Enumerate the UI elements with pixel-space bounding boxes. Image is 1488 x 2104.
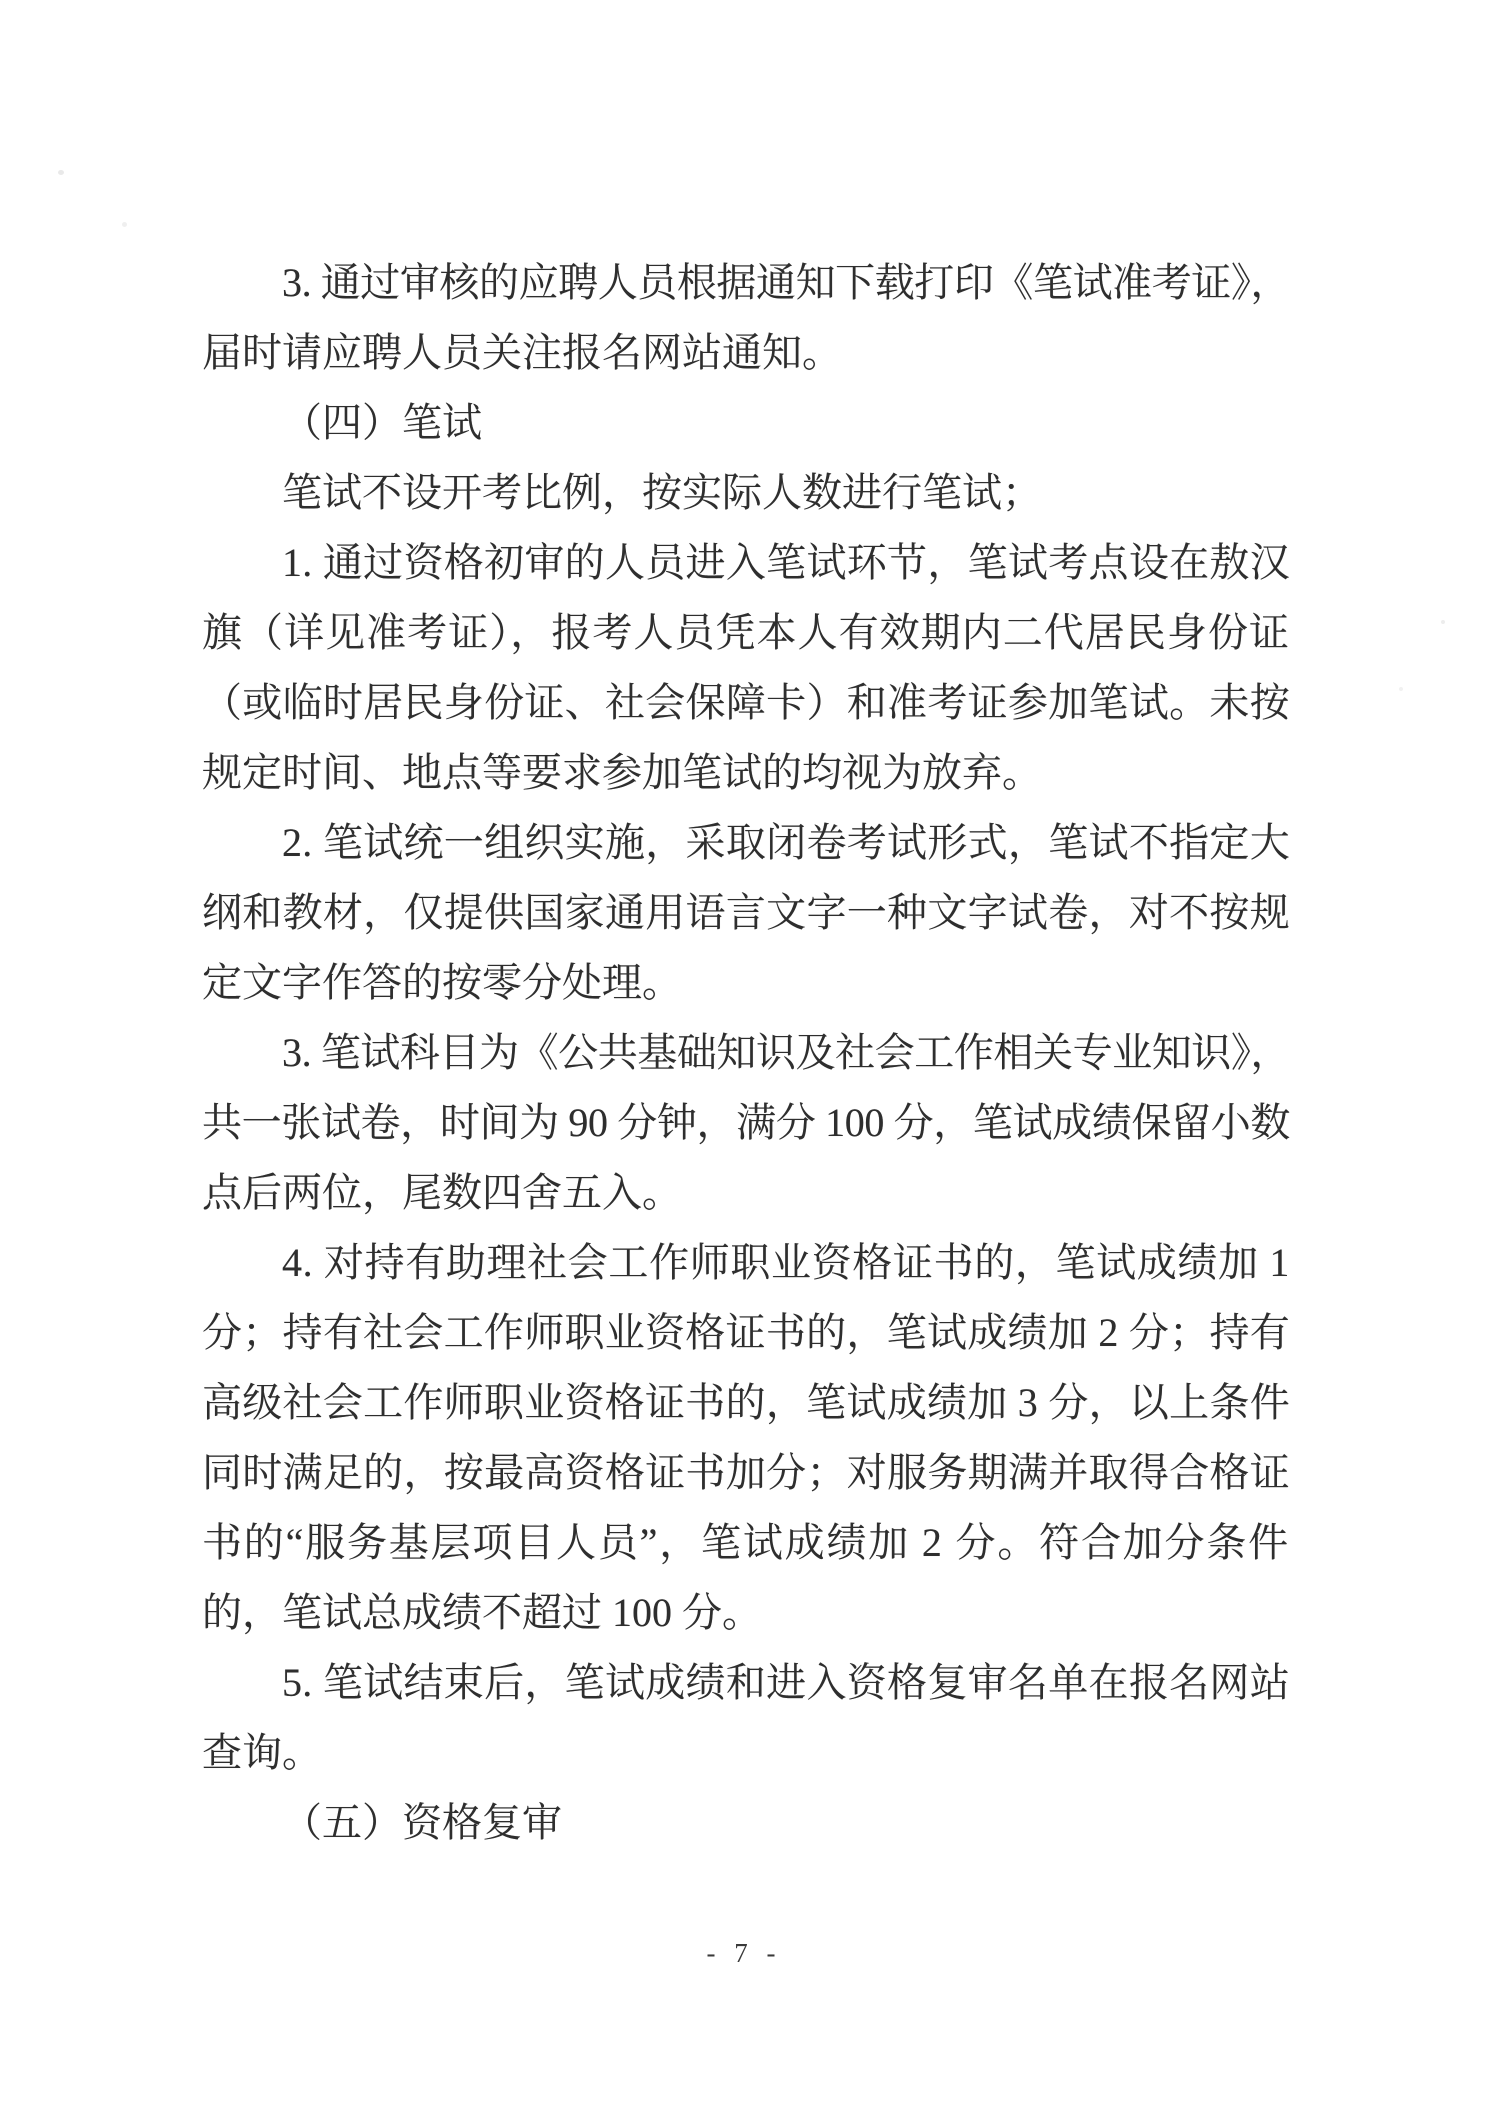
text-line bbox=[202, 1018, 1290, 1088]
scan-artifact bbox=[58, 170, 64, 175]
text-line bbox=[202, 1158, 1290, 1228]
scan-artifact bbox=[1399, 687, 1403, 691]
text-line bbox=[202, 948, 1290, 1018]
text-line-content: 5. 笔试结束后，笔试成绩和进入资格复审名单在报名网站 bbox=[282, 1660, 1290, 1705]
text-line bbox=[202, 878, 1290, 948]
text-line-content: （或临时居民身份证、社会保障卡）和准考证参加笔试。未按 bbox=[202, 680, 1290, 725]
scan-artifact bbox=[122, 222, 127, 227]
text-line bbox=[202, 1718, 1290, 1788]
text-line bbox=[202, 1088, 1290, 1158]
text-line bbox=[202, 1508, 1290, 1578]
text-line-content: 点后两位，尾数四舍五入。 bbox=[202, 1170, 682, 1215]
text-line-content: 2. 笔试统一组织实施，采取闭卷考试形式，笔试不指定大 bbox=[282, 820, 1290, 865]
text-line bbox=[202, 388, 1290, 458]
text-line-content: 分；持有社会工作师职业资格证书的，笔试成绩加 2 分；持有 bbox=[202, 1310, 1290, 1355]
text-line-content: 纲和教材，仅提供国家通用语言文字一种文字试卷，对不按规 bbox=[202, 890, 1290, 935]
scan-artifact bbox=[1441, 620, 1445, 624]
text-line bbox=[202, 528, 1290, 598]
text-line-content: 4. 对持有助理社会工作师职业资格证书的，笔试成绩加 1 bbox=[282, 1240, 1290, 1285]
text-line-content: 查询。 bbox=[202, 1730, 322, 1775]
text-line-content: 3. 通过审核的应聘人员根据通知下载打印《笔试准考证》， bbox=[282, 260, 1290, 305]
text-line-content: 届时请应聘人员关注报名网站通知。 bbox=[202, 330, 842, 375]
text-line-content: 1. 通过资格初审的人员进入笔试环节，笔试考点设在敖汉 bbox=[282, 540, 1290, 585]
text-line bbox=[202, 808, 1290, 878]
text-line-content: 同时满足的，按最高资格证书加分；对服务期满并取得合格证 bbox=[202, 1450, 1290, 1495]
text-line bbox=[202, 1228, 1290, 1298]
text-line-content: 的，笔试总成绩不超过 100 分。 bbox=[202, 1590, 762, 1635]
page-number: - 7 - bbox=[706, 1938, 782, 1968]
text-line bbox=[202, 458, 1290, 528]
text-line bbox=[202, 598, 1290, 668]
text-line-content: 旗（详见准考证），报考人员凭本人有效期内二代居民身份证 bbox=[202, 610, 1290, 655]
text-line-content: 3. 笔试科目为《公共基础知识及社会工作相关专业知识》， bbox=[282, 1030, 1290, 1075]
text-line bbox=[202, 1368, 1290, 1438]
text-line bbox=[202, 1438, 1290, 1508]
text-line-content: 书的“服务基层项目人员”，笔试成绩加 2 分。符合加分条件 bbox=[202, 1520, 1290, 1565]
text-line bbox=[202, 1298, 1290, 1368]
text-line-content: 定文字作答的按零分处理。 bbox=[202, 960, 682, 1005]
text-line-content: （五）资格复审 bbox=[282, 1800, 562, 1845]
document-body bbox=[202, 248, 1290, 1858]
text-line-content: 共一张试卷，时间为 90 分钟，满分 100 分，笔试成绩保留小数 bbox=[202, 1100, 1290, 1145]
text-line-content: 规定时间、地点等要求参加笔试的均视为放弃。 bbox=[202, 750, 1042, 795]
text-line bbox=[202, 1788, 1290, 1858]
text-line bbox=[202, 738, 1290, 808]
text-line-content: （四）笔试 bbox=[282, 400, 482, 445]
text-line bbox=[202, 668, 1290, 738]
text-line-content: 笔试不设开考比例，按实际人数进行笔试； bbox=[282, 470, 1042, 515]
text-line bbox=[202, 1648, 1290, 1718]
text-line bbox=[202, 248, 1290, 318]
text-line bbox=[202, 1578, 1290, 1648]
text-line-content: 高级社会工作师职业资格证书的，笔试成绩加 3 分，以上条件 bbox=[202, 1380, 1290, 1425]
text-line bbox=[202, 318, 1290, 388]
